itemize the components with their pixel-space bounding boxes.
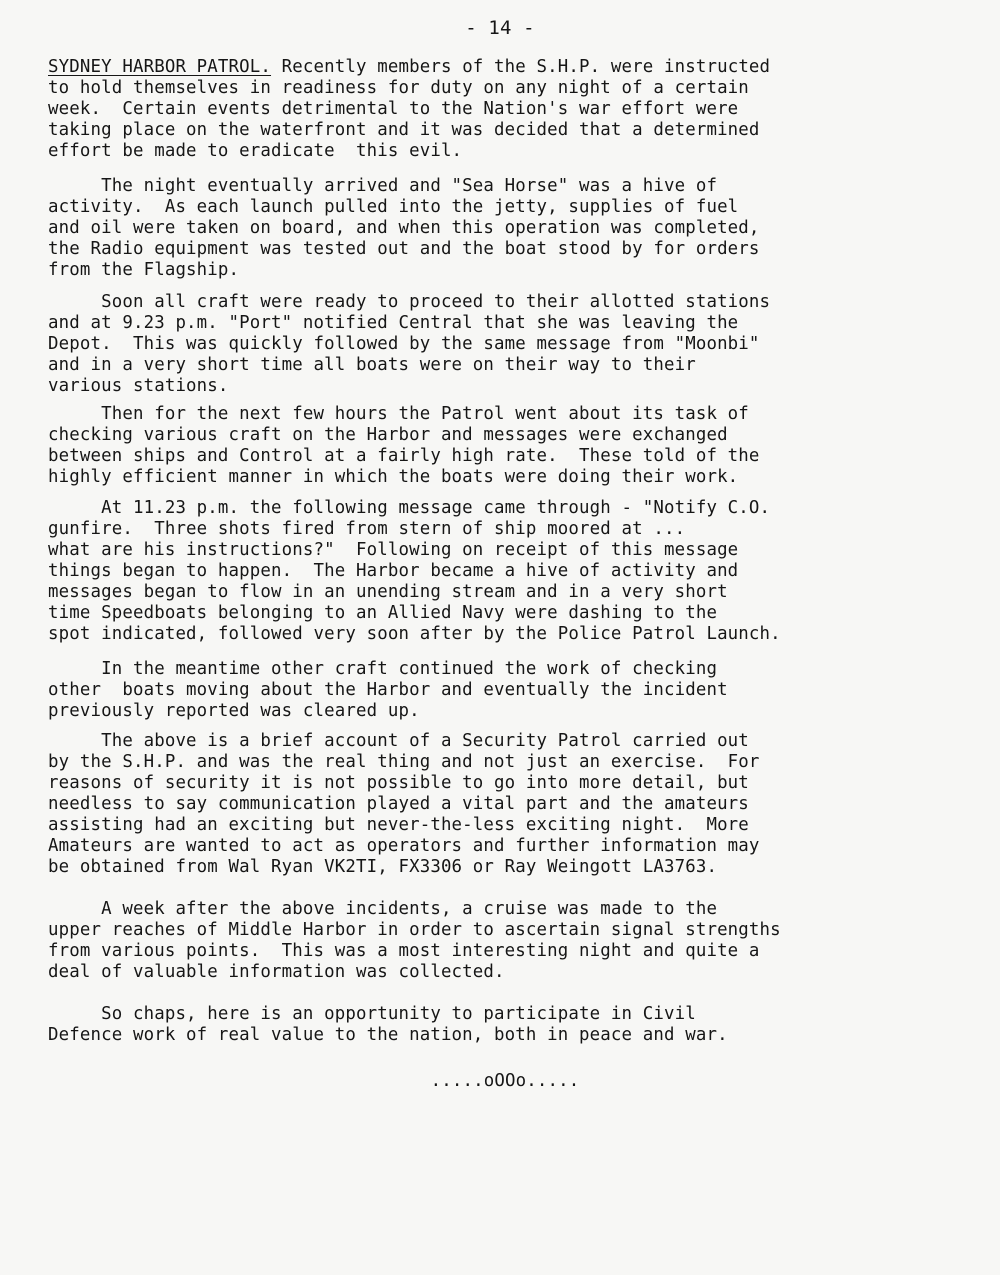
paragraph-7 bbox=[48, 731, 948, 878]
paragraph-line bbox=[48, 57, 948, 78]
paragraph-line: other boats moving about the Harbor and eventually the incident bbox=[48, 680, 728, 700]
paragraph-line: reasons of security it is not possible to go into more detail, but bbox=[48, 773, 749, 793]
paragraph-line: A week after the above incidents, a cruise was made to the bbox=[48, 899, 718, 919]
paragraph-line: Depot. This was quickly followed by the same message from "Moonbi" bbox=[48, 334, 760, 354]
paragraph-line: In the meantime other craft continued the work of checking bbox=[48, 659, 718, 679]
paragraph-line: and in a very short time all boats were on their way to their bbox=[48, 355, 696, 375]
paragraph-line: Soon all craft were ready to proceed to their allotted stations bbox=[48, 292, 771, 312]
paragraph-line: effort be made to eradicate this evil. bbox=[48, 141, 463, 161]
paragraph-line: time Speedboats belonging to an Allied Navy were dashing to the bbox=[48, 603, 718, 623]
paragraph-8 bbox=[48, 899, 948, 983]
paragraph-line: what are his instructions?" Following on receipt of this message bbox=[48, 540, 739, 560]
paragraph-line: things began to happen. The Harbor became a hive of activity and bbox=[48, 561, 739, 581]
paragraph-line: Then for the next few hours the Patrol went about its task of bbox=[48, 404, 749, 424]
paragraph-line: checking various craft on the Harbor and messages were exchanged bbox=[48, 425, 728, 445]
paragraph-line: taking place on the waterfront and it was decided that a determined bbox=[48, 120, 760, 140]
paragraph-line: deal of valuable information was collected. bbox=[48, 962, 505, 982]
paragraph-line: previously reported was cleared up. bbox=[48, 701, 420, 721]
paragraph-line: from various points. This was a most interesting night and quite a bbox=[48, 941, 760, 961]
paragraph-4 bbox=[48, 404, 948, 488]
paragraph-line: the Radio equipment was tested out and the boat stood by for orders bbox=[48, 239, 760, 259]
paragraph-line: various stations. bbox=[48, 376, 229, 396]
paragraph-line: from the Flagship. bbox=[48, 260, 240, 280]
paragraph-line: The above is a brief account of a Security Patrol carried out bbox=[48, 731, 749, 751]
closing-ornament: .....oOOo..... bbox=[430, 1071, 580, 1091]
paragraph-line: assisting had an exciting but never-the-less exciting night. More bbox=[48, 815, 749, 835]
paragraph-line: to hold themselves in readiness for duty on any night of a certain bbox=[48, 78, 749, 98]
paragraph-3 bbox=[48, 292, 948, 397]
paragraph-line: activity. As each launch pulled into the jetty, supplies of fuel bbox=[48, 197, 739, 217]
paragraph-5 bbox=[48, 498, 948, 645]
paragraph-1 bbox=[48, 57, 948, 162]
paragraph-line: So chaps, here is an opportunity to participate in Civil bbox=[48, 1004, 696, 1024]
paragraph-text: Recently members of the S.H.P. were instructed bbox=[271, 57, 771, 77]
paragraph-line: be obtained from Wal Ryan VK2TI, FX3306 or Ray Weingott LA3763. bbox=[48, 857, 718, 877]
page-number: - 14 - bbox=[465, 17, 535, 39]
paragraph-line: highly efficient manner in which the boats were doing their work. bbox=[48, 467, 739, 487]
paragraph-line: and at 9.23 p.m. "Port" notified Central that she was leaving the bbox=[48, 313, 739, 333]
paragraph-line: Amateurs are wanted to act as operators and further information may bbox=[48, 836, 760, 856]
section-heading: SYDNEY HARBOR PATROL. bbox=[48, 57, 272, 77]
paragraph-line: upper reaches of Middle Harbor in order to ascertain signal strengths bbox=[48, 920, 781, 940]
paragraph-2 bbox=[48, 176, 948, 281]
paragraph-line: gunfire. Three shots fired from stern of ship moored at ... bbox=[48, 519, 686, 539]
paragraph-line: spot indicated, followed very soon after by the Police Patrol Launch. bbox=[48, 624, 781, 644]
paragraph-9 bbox=[48, 1004, 948, 1046]
paragraph-line: messages began to flow in an unending stream and in a very short bbox=[48, 582, 728, 602]
paragraph-line: needless to say communication played a vital part and the amateurs bbox=[48, 794, 749, 814]
paragraph-line: by the S.H.P. and was the real thing and not just an exercise. For bbox=[48, 752, 760, 772]
paragraph-line: week. Certain events detrimental to the Nation's war effort were bbox=[48, 99, 739, 119]
paragraph-line: and oil were taken on board, and when this operation was completed, bbox=[48, 218, 760, 238]
paragraph-line: Defence work of real value to the nation, both in peace and war. bbox=[48, 1025, 728, 1045]
paragraph-line: The night eventually arrived and "Sea Horse" was a hive of bbox=[48, 176, 718, 196]
paragraph-line: between ships and Control at a fairly high rate. These told of the bbox=[48, 446, 760, 466]
paragraph-line: At 11.23 p.m. the following message came through - "Notify C.O. bbox=[48, 498, 771, 518]
paragraph-6 bbox=[48, 659, 948, 722]
